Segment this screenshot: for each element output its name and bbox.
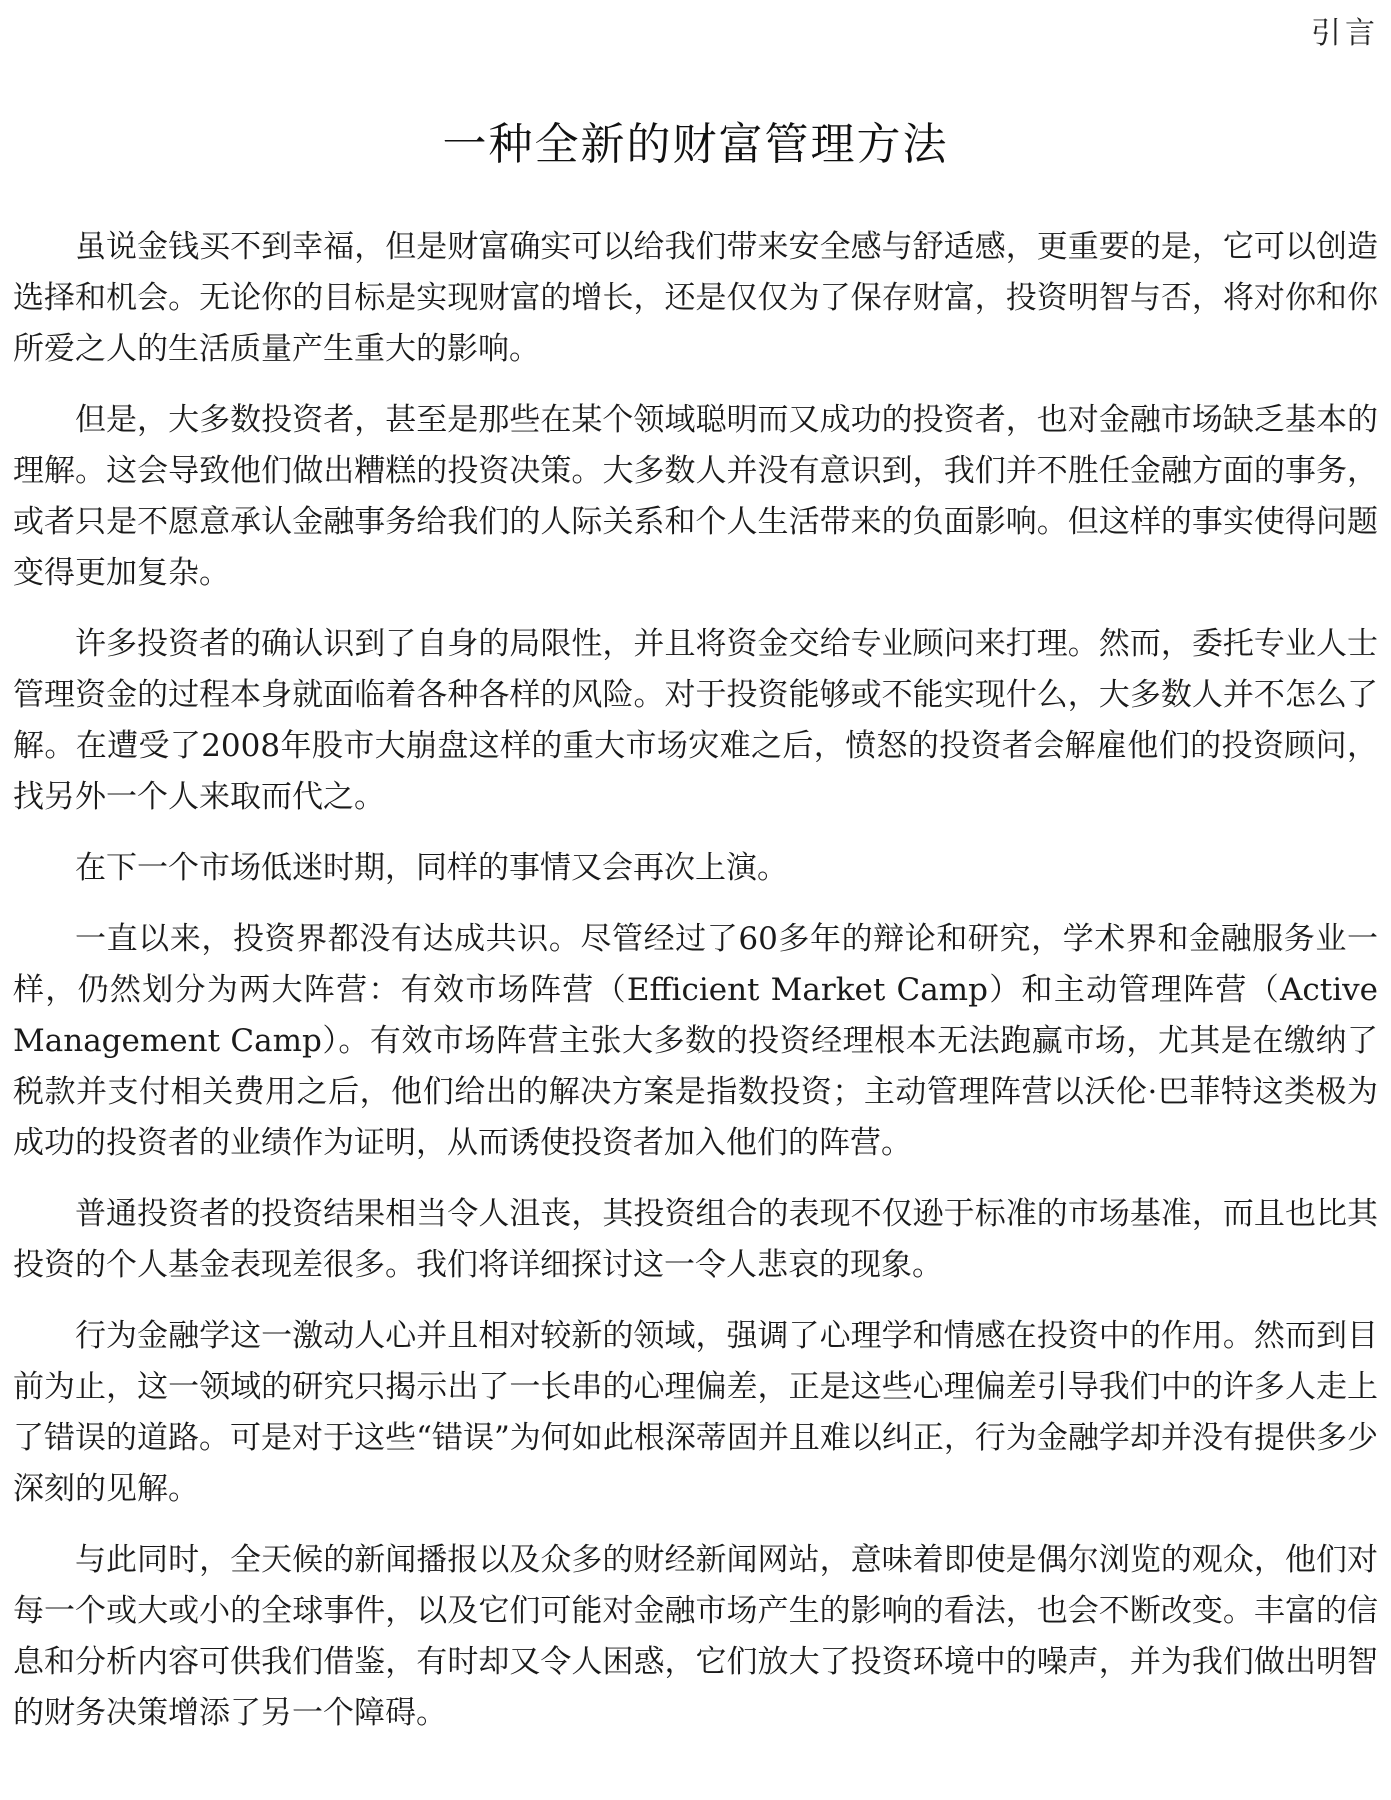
body-text	[13, 222, 1378, 1759]
paragraph-1: 虽说金钱买不到幸福，但是财富确实可以给我们带来安全感与舒适感，更重要的是，它可以创造选择和机会。无论你的目标是实现财富的增长，还是仅仅为了保存财富，投资明智与否，将对你和你所爱之人的生活质量产生重大的影响。	[13, 229, 1378, 367]
running-header: 引言	[1311, 16, 1379, 51]
paragraph-3: 许多投资者的确认识到了自身的局限性，并且将资金交给专业顾问来打理。然而，委托专业人士管理资金的过程本身就面临着各种各样的风险。对于投资能够或不能实现什么，大多数人并不怎么了解。在遭受了2008年股市大崩盘这样的重大市场灾难之后，愤怒的投资者会解雇他们的投资顾问，找另外一个人来取而代之。	[13, 626, 1378, 815]
page-title: 一种全新的财富管理方法	[442, 119, 949, 170]
paragraph-6: 普通投资者的投资结果相当令人沮丧，其投资组合的表现不仅逊于标准的市场基准，而且也比其投资的个人基金表现差很多。我们将详细探讨这一令人悲哀的现象。	[13, 1196, 1378, 1283]
paragraph-2: 但是，大多数投资者，甚至是那些在某个领域聪明而又成功的投资者，也对金融市场缺乏基本的理解。这会导致他们做出糟糕的投资决策。大多数人并没有意识到，我们并不胜任金融方面的事务，或者只是不愿意承认金融事务给我们的人际关系和个人生活带来的负面影响。但这样的事实使得问题变得更加复杂。	[13, 402, 1378, 591]
paragraph-5: 一直以来，投资界都没有达成共识。尽管经过了60多年的辩论和研究，学术界和金融服务业一样，仍然划分为两大阵营：有效市场阵营（Efficient Market Camp）和主动管理阵营（Active Management Camp）。有效市场阵营主张大多数的投资经理根本无法跑赢市场，尤其是在缴纳了税款并支付相关费用之后，他们给出的解决方案是指数投资；主动管理阵营以沃伦·巴菲特这类极为成功的投资者的业绩作为证明，从而诱使投资者加入他们的阵营。	[13, 921, 1378, 1161]
paragraph-8: 与此同时，全天候的新闻播报以及众多的财经新闻网站，意味着即使是偶尔浏览的观众，他们对每一个或大或小的全球事件，以及它们可能对金融市场产生的影响的看法，也会不断改变。丰富的信息和分析内容可供我们借鉴，有时却又令人困惑，它们放大了投资环境中的噪声，并为我们做出明智的财务决策增添了另一个障碍。	[13, 1542, 1378, 1731]
paragraph-7: 行为金融学这一激动人心并且相对较新的领域，强调了心理学和情感在投资中的作用。然而到目前为止，这一领域的研究只揭示出了一长串的心理偏差，正是这些心理偏差引导我们中的许多人走上了错误的道路。可是对于这些“错误”为何如此根深蒂固并且难以纠正，行为金融学却并没有提供多少深刻的见解。	[13, 1318, 1378, 1507]
paragraph-4: 在下一个市场低迷时期，同样的事情又会再次上演。	[75, 850, 788, 886]
